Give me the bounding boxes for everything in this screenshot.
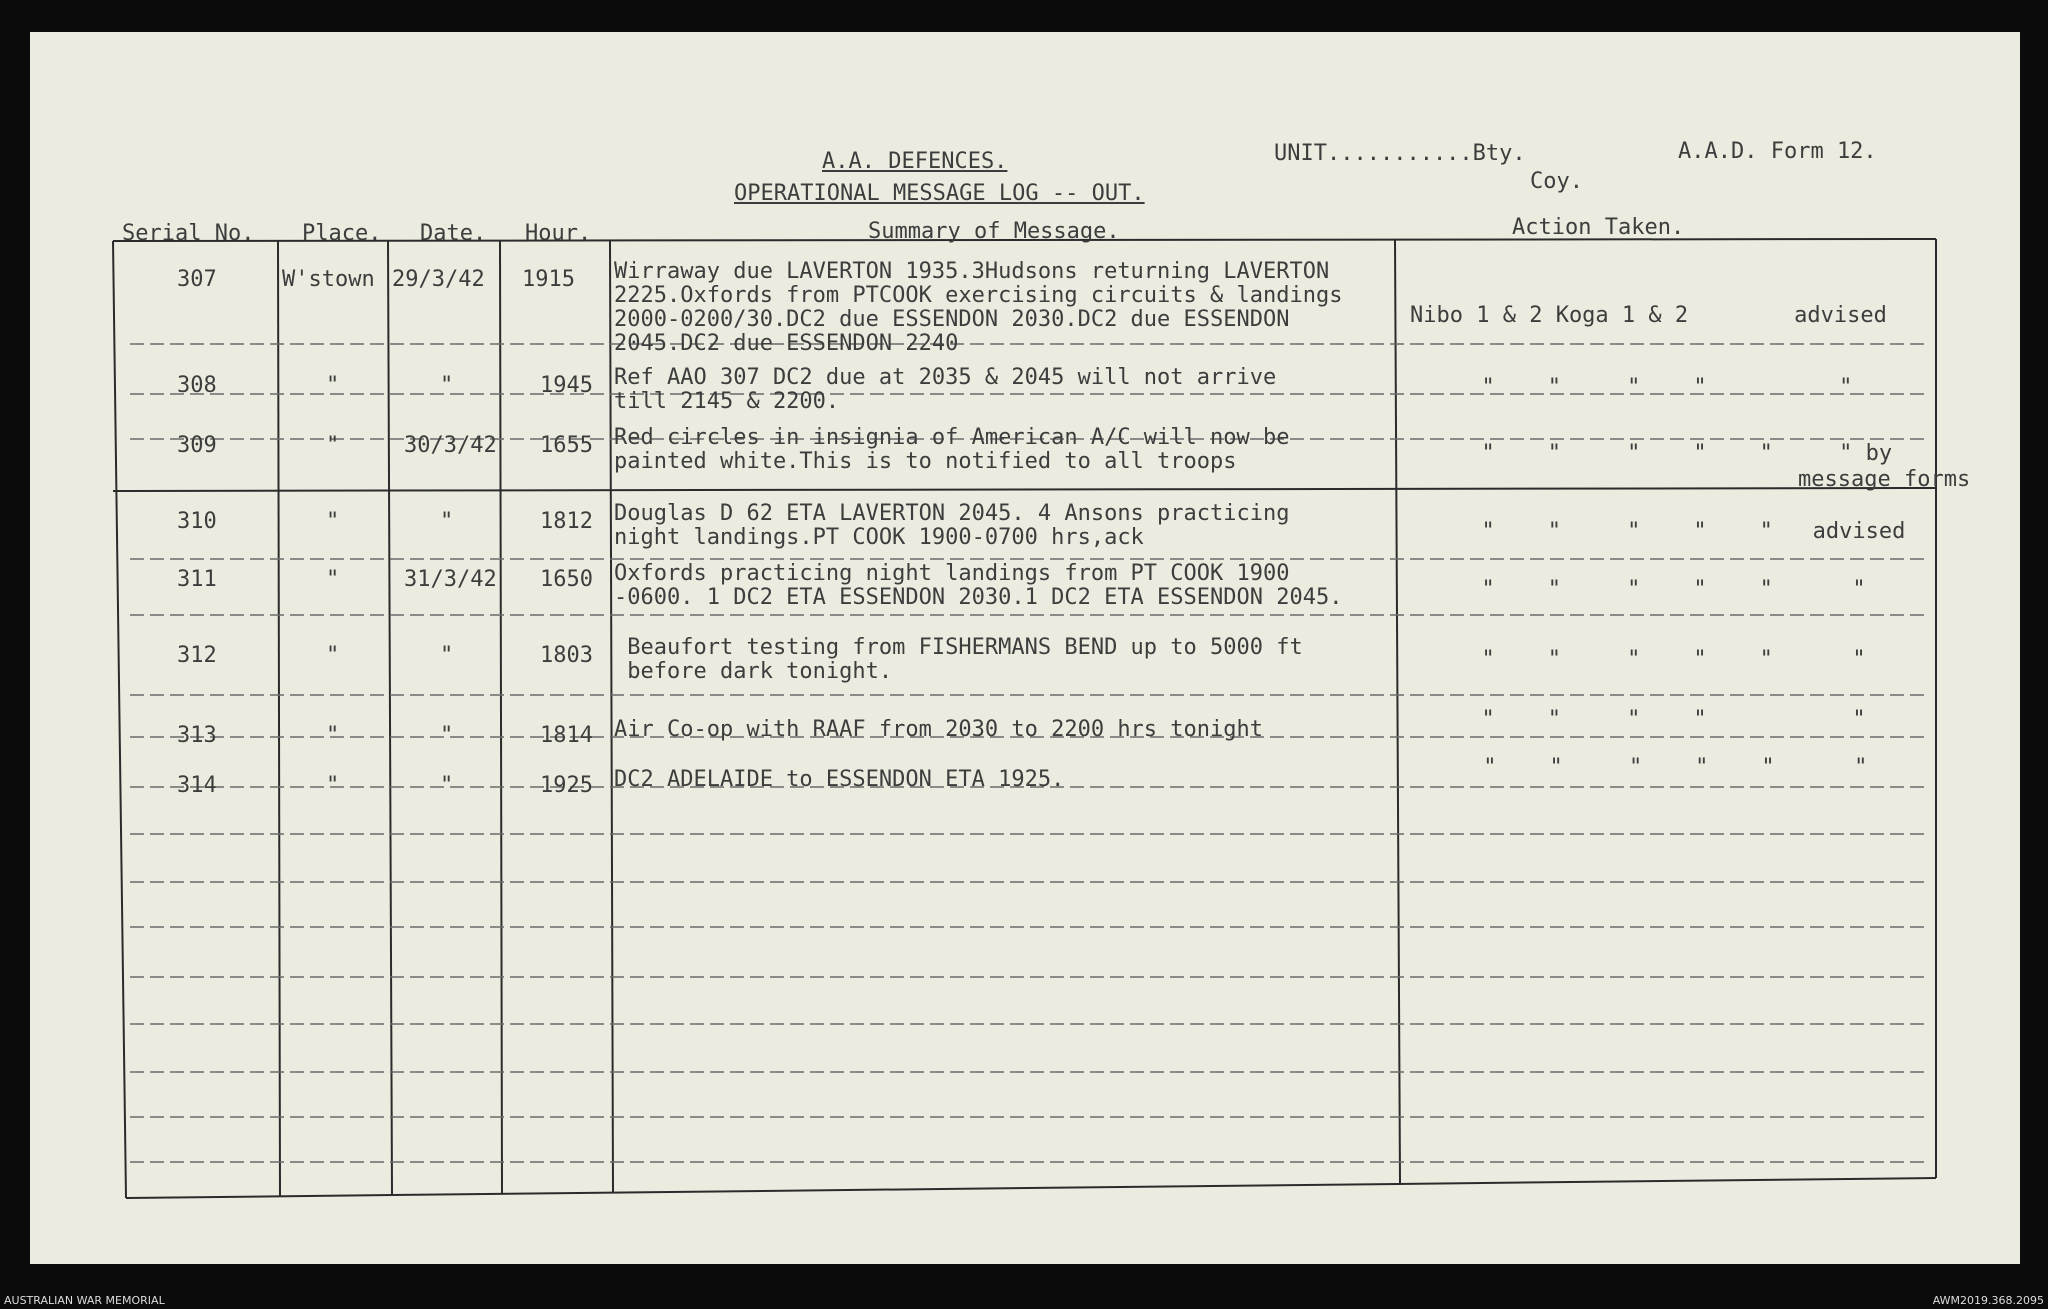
hour-cell: 1925 (540, 773, 593, 798)
date-cell: " (440, 773, 454, 798)
summary-line: 2045.DC2 due ESSENDON 2240 (614, 331, 959, 356)
summary-line: -0600. 1 DC2 ETA ESSENDON 2030.1 DC2 ETA ESSENDON 2045. (614, 585, 1343, 610)
date-cell: 31/3/42 (404, 567, 497, 592)
hour-cell: 1814 (540, 723, 593, 748)
summary-line: till 2145 & 2200. (614, 389, 840, 414)
place-cell: " (326, 373, 340, 398)
serial-cell: 312 (177, 643, 217, 668)
serial-cell: 314 (177, 773, 217, 798)
summary-line: Air Co-op with RAAF from 2030 to 2200 hrs tonight (614, 717, 1264, 742)
summary-line: night landings.PT COOK 1900-0700 hrs,ack (614, 525, 1144, 550)
date-cell: " (440, 643, 454, 668)
hour-cell: 1945 (540, 373, 593, 398)
place-cell: " (326, 773, 340, 798)
action-cell: " " " " " " (1455, 647, 1866, 672)
summary-line: painted white.This is to notified to all troops (614, 449, 1237, 474)
serial-cell: 309 (177, 433, 217, 458)
summary-line: Red circles in insignia of American A/C will now be (614, 425, 1290, 450)
date-cell: 29/3/42 (392, 267, 485, 292)
action-cell: " " " " " advised (1455, 519, 1906, 544)
hour-cell: 1812 (540, 509, 593, 534)
place-cell: " (326, 723, 340, 748)
action-cell: " " " " " " (1455, 577, 1866, 602)
place-cell: " (326, 567, 340, 592)
serial-cell: 311 (177, 567, 217, 592)
action-cell: Nibo 1 & 2 Koga 1 & 2 advised (1410, 303, 1887, 328)
serial-cell: 310 (177, 509, 217, 534)
summary-line: 2000-0200/30.DC2 due ESSENDON 2030.DC2 due ESSENDON (614, 307, 1290, 332)
summary-line: before dark tonight. (614, 659, 893, 684)
summary-line: Oxfords practicing night landings from PT COOK 1900 (614, 561, 1290, 586)
col-serial: Serial No. (122, 221, 255, 246)
document-page (30, 32, 2020, 1264)
footer-id: AWM2019.368.2095 (1932, 1294, 2044, 1307)
place-cell: " (326, 643, 340, 668)
doc-subtitle: OPERATIONAL MESSAGE LOG -- OUT. (734, 181, 1145, 206)
serial-cell: 307 (177, 267, 217, 292)
doc-title: A.A. DEFENCES. (822, 149, 1008, 174)
action-cell: " " " " " " by (1455, 441, 1893, 466)
date-cell: " (440, 723, 454, 748)
hour-cell: 1650 (540, 567, 593, 592)
serial-cell: 308 (177, 373, 217, 398)
unit-label: UNIT...........Bty. (1274, 141, 1526, 166)
hour-cell: 1655 (540, 433, 593, 458)
col-hour: Hour. (525, 221, 592, 246)
hour-cell: 1803 (540, 643, 593, 668)
date-cell: " (440, 509, 454, 534)
footer-credit: AUSTRALIAN WAR MEMORIAL (4, 1294, 165, 1307)
serial-cell: 313 (177, 723, 217, 748)
summary-line: 2225.Oxfords from PTCOOK exercising circuits & landings (614, 283, 1343, 308)
unit-sub: Coy. (1530, 169, 1583, 194)
action-note: message forms (1798, 467, 1971, 492)
col-action: Action Taken. (1512, 215, 1685, 240)
action-cell: " " " " " (1455, 707, 1866, 732)
hour-cell: 1915 (522, 267, 575, 292)
col-place: Place. (302, 221, 382, 246)
action-cell: " " " " " " (1470, 755, 1868, 780)
place-cell: W'stown (282, 267, 375, 292)
summary-line: DC2 ADELAIDE to ESSENDON ETA 1925. (614, 767, 1065, 792)
summary-line: Ref AAO 307 DC2 due at 2035 & 2045 will not arrive (614, 365, 1277, 390)
col-date: Date. (420, 221, 487, 246)
summary-line: Beaufort testing from FISHERMANS BEND up to 5000 ft (614, 635, 1303, 660)
date-cell: " (440, 373, 454, 398)
col-summary: Summary of Message. (868, 219, 1120, 244)
form-label: A.A.D. Form 12. (1678, 139, 1877, 164)
place-cell: " (326, 509, 340, 534)
summary-line: Wirraway due LAVERTON 1935.3Hudsons returning LAVERTON (614, 259, 1330, 284)
action-cell: " " " " " (1455, 375, 1853, 400)
place-cell: " (326, 433, 340, 458)
date-cell: 30/3/42 (404, 433, 497, 458)
summary-line: Douglas D 62 ETA LAVERTON 2045. 4 Ansons practicing (614, 501, 1290, 526)
